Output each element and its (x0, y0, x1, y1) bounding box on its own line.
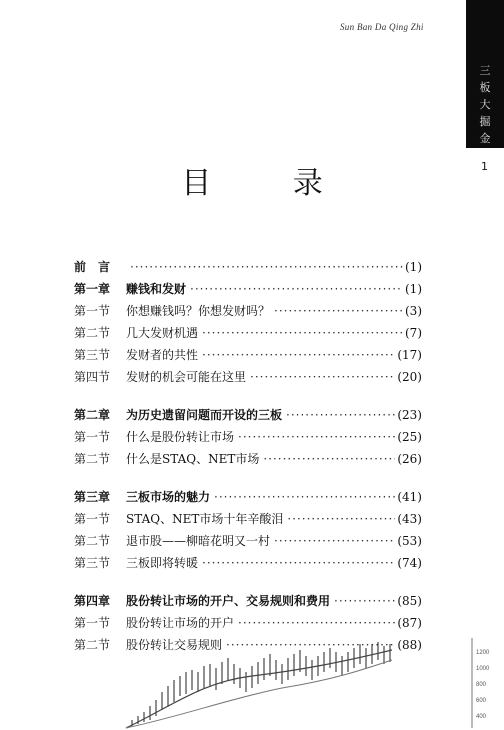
entry-number: 第三节 (74, 348, 111, 362)
leader-dots (202, 556, 395, 570)
side-title-char: 板 (479, 81, 491, 94)
entry-page: (53) (397, 534, 422, 548)
leader-dots (274, 534, 395, 548)
moving-average-line-slow (126, 660, 392, 728)
toc-entry-chapter[interactable] (74, 280, 422, 302)
leader-dots (263, 452, 395, 466)
entry-page: (3) (405, 304, 422, 318)
entry-number: 第二节 (74, 326, 111, 340)
entry-number: 第四节 (74, 370, 111, 384)
entry-number: 第二节 (74, 638, 111, 652)
axis-label: 1000 (476, 666, 490, 672)
leader-dots (238, 616, 395, 630)
entry-title: STAQ、NET市场十年辛酸泪 (126, 512, 284, 526)
entry-page: (20) (397, 370, 422, 384)
axis-label: 1200 (476, 650, 490, 656)
side-title-char: 金 (479, 132, 491, 145)
entry-page: (1) (405, 260, 422, 274)
entry-number: 第四章 (74, 594, 111, 608)
toc-entry-preface[interactable] (74, 258, 422, 280)
entry-page: (87) (397, 616, 422, 630)
axis-label: 400 (476, 714, 487, 720)
toc-entry-chapter[interactable] (74, 488, 422, 510)
page-number: 1 (481, 160, 488, 173)
leader-dots (202, 326, 403, 340)
leader-dots (286, 408, 395, 422)
entry-title: 什么是股份转让市场 (126, 430, 235, 444)
entry-title: 三板市场的魅力 (126, 490, 211, 504)
entry-page: (74) (397, 556, 422, 570)
toc-entry-section[interactable] (74, 346, 422, 368)
leader-dots (214, 490, 395, 504)
axis-label: 600 (476, 698, 487, 704)
toc-entry-section[interactable] (74, 532, 422, 554)
leader-dots (202, 348, 395, 362)
entry-number: 第三节 (74, 556, 111, 570)
decorative-stock-chart (112, 636, 504, 730)
entry-title: 退市股——柳暗花明又一村 (126, 534, 271, 548)
toc-entry-section[interactable] (74, 324, 422, 346)
toc-entry-section[interactable] (74, 614, 422, 636)
leader-dots (238, 430, 395, 444)
entry-number: 前 言 (74, 260, 111, 274)
candlestick-bars (132, 642, 390, 726)
entry-page: (1) (405, 282, 422, 296)
entry-number: 第二节 (74, 452, 111, 466)
side-title-char: 三 (479, 64, 491, 77)
leader-dots (334, 594, 395, 608)
toc-entry-section[interactable] (74, 428, 422, 450)
side-title-char: 大 (479, 98, 491, 111)
entry-number: 第一节 (74, 616, 111, 630)
toc-entry-section[interactable] (74, 450, 422, 472)
moving-average-line (126, 650, 392, 728)
leader-dots (274, 304, 403, 318)
toc-entry-section[interactable] (74, 368, 422, 390)
toc-entry-section[interactable] (74, 554, 422, 576)
entry-number: 第二章 (74, 408, 111, 422)
side-title-char: 掘 (479, 115, 491, 128)
leader-dots (287, 512, 395, 526)
entry-number: 第二节 (74, 534, 111, 548)
entry-title: 几大发财机遇 (126, 326, 199, 340)
entry-number: 第一节 (74, 430, 111, 444)
entry-title: 你想赚钱吗？你想发财吗？ (126, 304, 271, 318)
leader-dots (130, 260, 403, 274)
entry-number: 第一章 (74, 282, 111, 296)
entry-title: 三板即将转暖 (126, 556, 199, 570)
entry-title: 赚钱和发财 (126, 282, 187, 296)
entry-page: (88) (397, 638, 422, 652)
axis-label: 800 (476, 682, 487, 688)
entry-number: 第一节 (74, 304, 111, 318)
table-of-contents (74, 258, 422, 658)
entry-page: (26) (397, 452, 422, 466)
running-header: Sun Ban Da Qing Zhi (340, 22, 424, 32)
entry-number: 第一节 (74, 512, 111, 526)
entry-number: 第三章 (74, 490, 111, 504)
entry-page: (7) (405, 326, 422, 340)
leader-dots (250, 370, 395, 384)
entry-title: 什么是STAQ、NET市场 (126, 452, 260, 466)
toc-title: 目 录 (181, 166, 359, 201)
entry-page: (25) (397, 430, 422, 444)
entry-title: 发财者的共性 (126, 348, 199, 362)
entry-title: 股份转让市场的开户 (126, 616, 235, 630)
entry-page: (85) (397, 594, 422, 608)
entry-page: (41) (397, 490, 422, 504)
toc-entry-chapter[interactable] (74, 406, 422, 428)
entry-title: 为历史遗留问题而开设的三板 (126, 408, 283, 422)
entry-page: (17) (397, 348, 422, 362)
toc-entry-section[interactable] (74, 302, 422, 324)
entry-title: 股份转让市场的开户、交易规则和费用 (126, 594, 331, 608)
entry-title: 发财的机会可能在这里 (126, 370, 247, 384)
toc-entry-chapter[interactable] (74, 592, 422, 614)
leader-dots (190, 282, 403, 296)
side-title (476, 62, 494, 147)
entry-page: (23) (397, 408, 422, 422)
entry-page: (43) (397, 512, 422, 526)
entry-title: 股份转让交易规则 (126, 638, 223, 652)
toc-entry-section[interactable] (74, 510, 422, 532)
